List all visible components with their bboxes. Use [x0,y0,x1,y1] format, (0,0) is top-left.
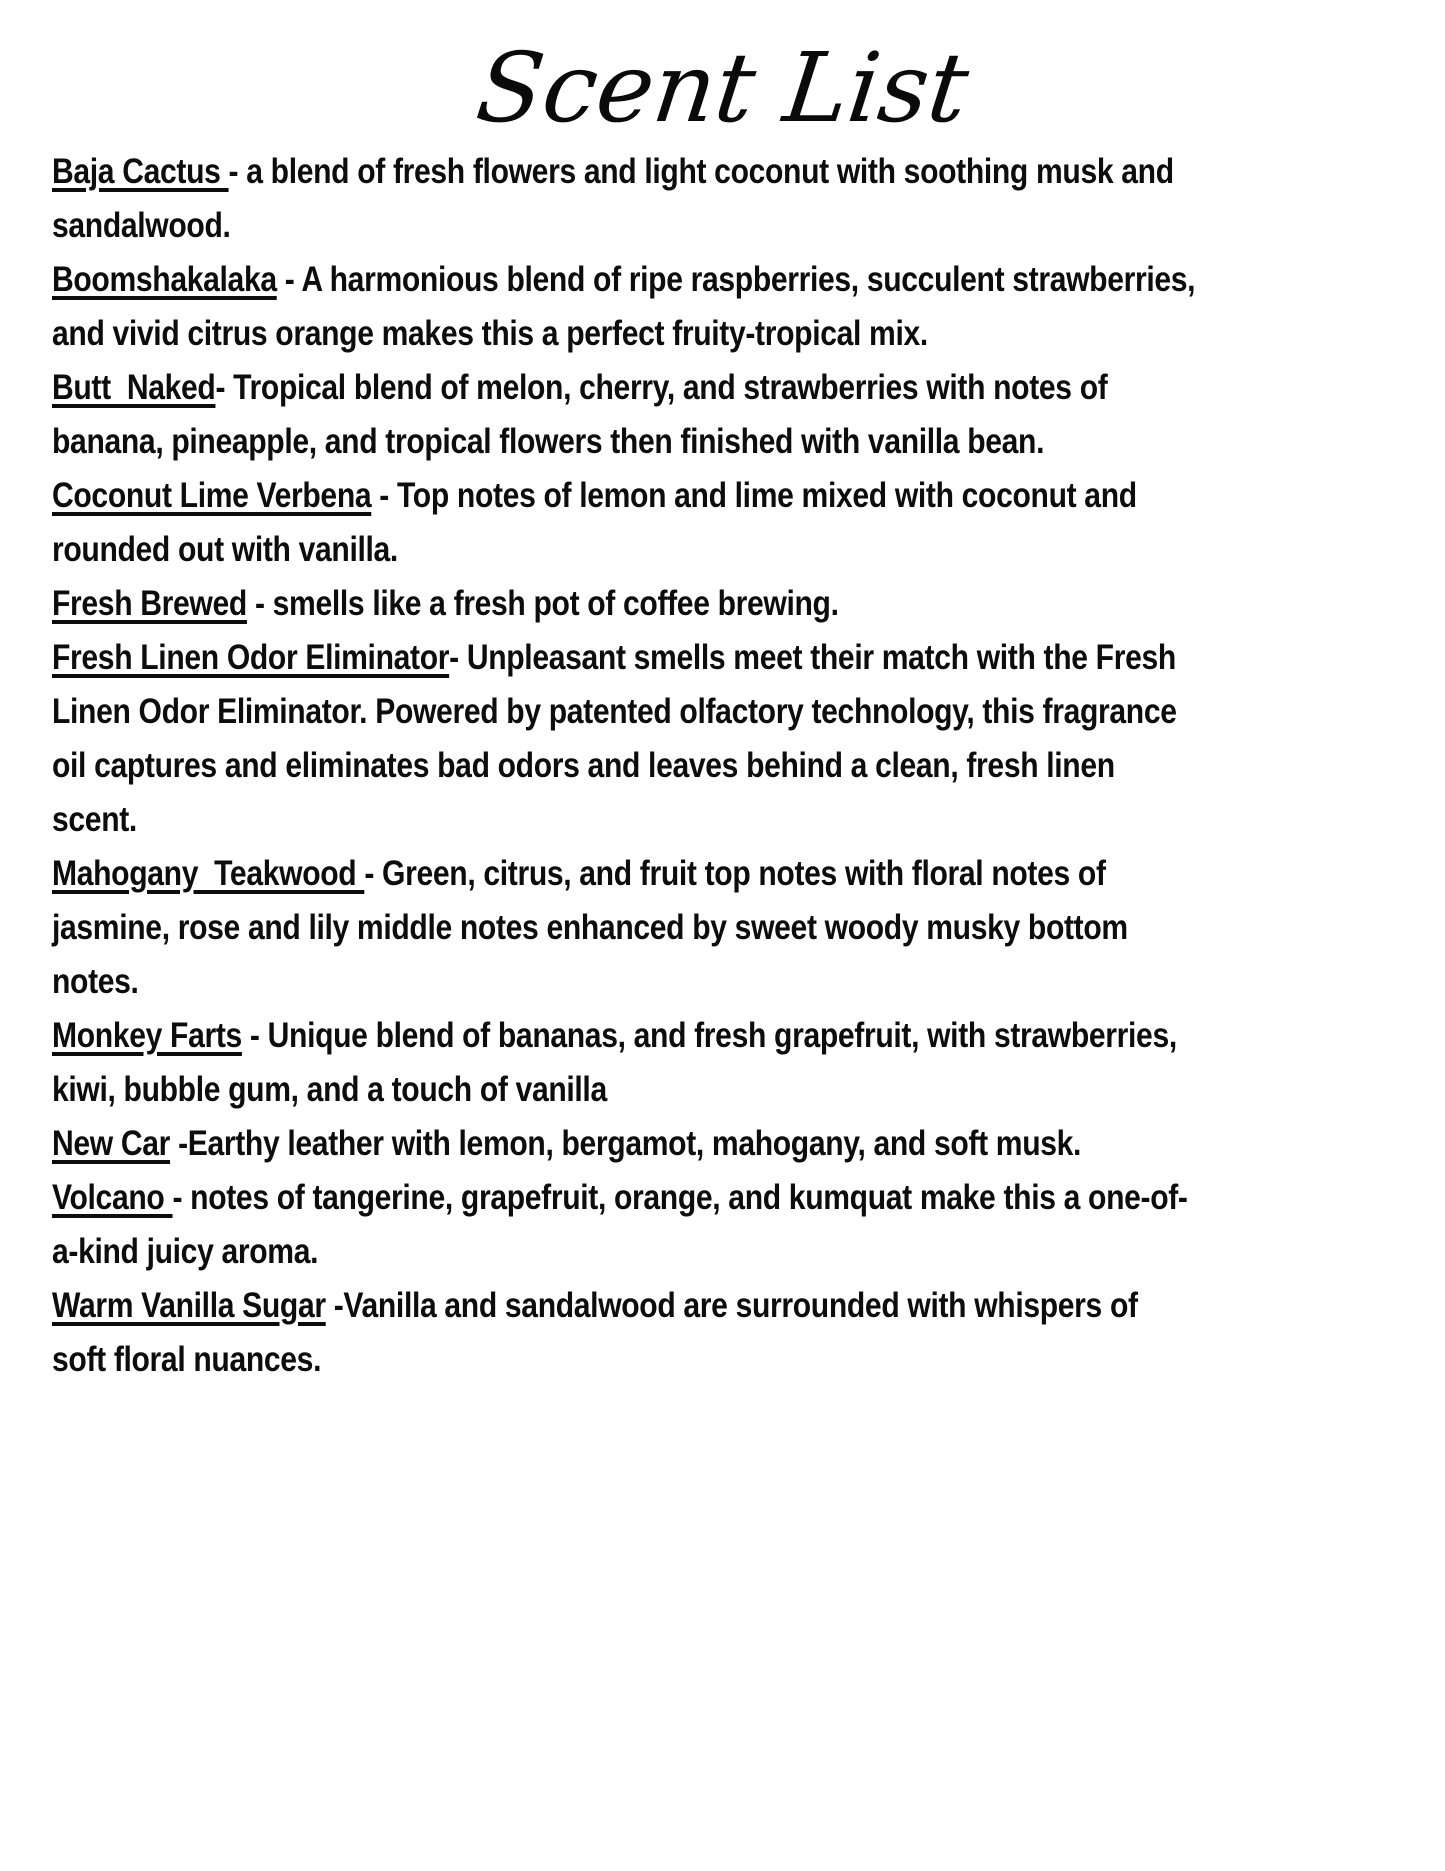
scent-entry-new-car [52,1117,1196,1171]
scent-description: - A harmonious blend of ripe raspberries, succulent strawberries, and vivid citrus orange makes this a perfect fruity-tropical mix. [52,259,1204,353]
scent-description: -Vanilla and sandalwood are surrounded with whispers of soft floral nuances. [52,1285,1146,1379]
scent-name: Butt Naked [52,367,216,407]
scent-name: Fresh Linen Odor Eliminator [52,637,450,677]
scent-description: - Green, citrus, and fruit top notes with floral notes of jasmine, rose and lily middle notes enhanced by sweet woody musky bottom notes. [52,853,1136,1001]
scent-name: Mahogany Teakwood [52,853,365,893]
scent-entry-monkey-farts [52,1009,1196,1117]
scent-name: New Car [52,1123,171,1163]
scent-name: Fresh Brewed [52,583,247,623]
scent-name: Coconut Lime Verbena [52,475,372,515]
scent-entry-fresh-linen-odor-eliminator [52,631,1196,847]
scent-entry-fresh-brewed [52,577,1196,631]
scent-description: - Unpleasant smells meet their match with the Fresh Linen Odor Eliminator. Powered by patented olfactory technology, this fragrance oil captures and eliminates bad odors and leaves behind a clean, fresh linen scent. [52,637,1185,839]
page-title: Scent List [470,32,975,144]
scent-entry-warm-vanilla-sugar [52,1279,1196,1387]
scent-description: -Earthy leather with lemon, bergamot, mahogany, and soft musk. [170,1123,1082,1163]
scent-description: - Tropical blend of melon, cherry, and strawberries with notes of banana, pineapple, and tropical flowers then finished with vanilla bean. [52,367,1116,461]
scent-entry-boomshakalaka [52,253,1204,361]
scent-name: Boomshakalaka [52,259,277,299]
scent-description: - Unique blend of bananas, and fresh grapefruit, with strawberries, kiwi, bubble gum, and a touch of vanilla [52,1015,1185,1109]
scent-entry-volcano [52,1171,1196,1279]
scent-description: - a blend of fresh flowers and light coconut with soothing musk and sandalwood. [52,151,1182,245]
scent-description: - smells like a fresh pot of coffee brewing. [246,583,839,623]
scent-entry-coconut-lime-verbena [52,469,1196,577]
scent-description: - Top notes of lemon and lime mixed with coconut and rounded out with vanilla. [52,475,1145,569]
scent-entry-baja-cactus [52,145,1196,253]
scent-name: Warm Vanilla Sugar [52,1285,326,1325]
scent-name: Monkey Farts [52,1015,242,1055]
scent-name: Volcano [52,1177,173,1217]
scent-description: - notes of tangerine, grapefruit, orange, and kumquat make this a one-of-a-kind juicy aroma. [52,1177,1188,1271]
scent-entry-butt-naked [52,361,1196,469]
scent-entry-mahogany-teakwood [52,847,1196,1009]
scent-list [52,145,1204,1387]
scent-name: Baja Cactus [52,151,229,191]
